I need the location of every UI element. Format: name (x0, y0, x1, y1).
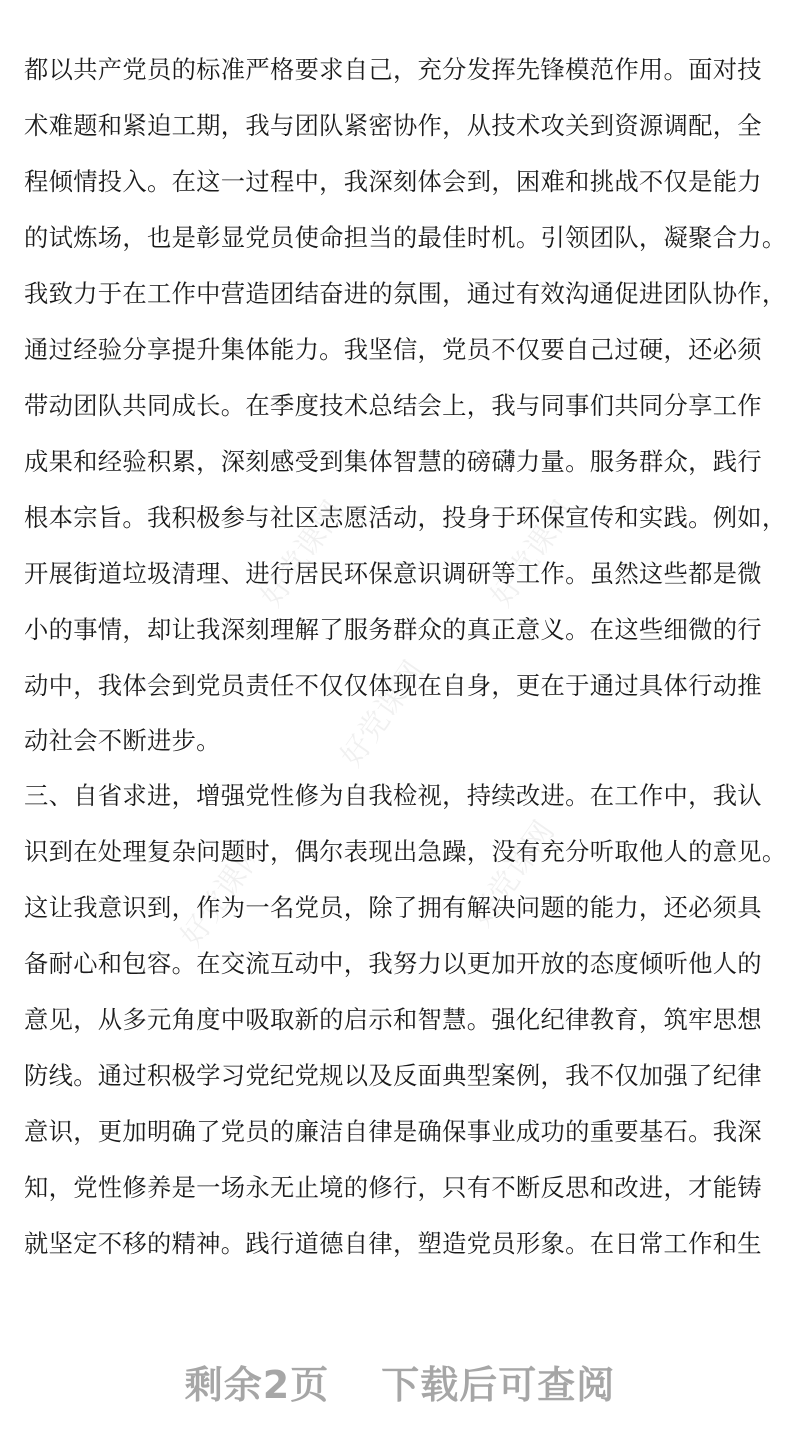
download-prompt-banner[interactable] (0, 1354, 800, 1409)
text-line: 动中，我体会到党员责任不仅仅体现在自身，更在于通过具体行动推 (24, 671, 762, 700)
text-line: 通过经验分享提升集体能力。我坚信，党员不仅要自己过硬，还必须 (24, 335, 762, 364)
download-to-view-label[interactable]: 下载后可查阅 (381, 1363, 616, 1407)
watermark: 好党课网 (484, 494, 582, 614)
text-line: 小的事情，却让我深刻理解了服务群众的真正意义。在这些细微的行 (24, 615, 762, 644)
text-line: 根本宗旨。我积极参与社区志愿活动，投身于环保宣传和实践。例如， (24, 503, 787, 532)
watermark: 好党课网 (334, 654, 432, 774)
remaining-pages-label: 剩余2页 (184, 1363, 330, 1407)
text-line: 就坚定不移的精神。践行道德自律，塑造党员形象。在日常工作和生 (24, 1229, 762, 1258)
watermark: 好党课网 (254, 494, 352, 614)
text-line: 的试炼场，也是彰显党员使命担当的最佳时机。引领团队，凝聚合力。 (24, 223, 787, 252)
text-line: 意见，从多元角度中吸取新的启示和智慧。强化纪律教育，筑牢思想 (24, 1005, 762, 1034)
text-line: 都以共产党员的标准严格要求自己，充分发挥先锋模范作用。面对技 (24, 55, 762, 84)
text-line: 备耐心和包容。在交流互动中，我努力以更加开放的态度倾听他人的 (24, 949, 762, 978)
text-line: 防线。通过积极学习党纪党规以及反面典型案例，我不仅加强了纪律 (24, 1061, 762, 1090)
text-line: 动社会不断进步。 (24, 726, 221, 755)
text-line: 开展街道垃圾清理、进行居民环保意识调研等工作。虽然这些都是微 (24, 559, 762, 588)
text-line: 我致力于在工作中营造团结奋进的氛围，通过有效沟通促进团队协作， (24, 279, 787, 308)
text-line: 知，党性修养是一场永无止境的修行，只有不断反思和改进，才能铸 (24, 1173, 762, 1202)
text-line: 带动团队共同成长。在季度技术总结会上，我与同事们共同分享工作 (24, 391, 762, 420)
text-line: 程倾情投入。在这一过程中，我深刻体会到，困难和挑战不仅是能力 (24, 167, 762, 196)
text-line: 术难题和紧迫工期，我与团队紧密协作，从技术攻关到资源调配，全 (24, 111, 762, 140)
watermark: 好党课网 (174, 834, 272, 954)
watermark: 好党课网 (464, 814, 562, 934)
text-line: 识到在处理复杂问题时，偶尔表现出急躁，没有充分听取他人的意见。 (24, 837, 787, 866)
text-line: 这让我意识到，作为一名党员，除了拥有解决问题的能力，还必须具 (24, 893, 762, 922)
text-line: 意识，更加明确了党员的廉洁自律是确保事业成功的重要基石。我深 (24, 1117, 762, 1146)
section-heading-line: 三、自省求进，增强党性修为自我检视，持续改进。在工作中，我认 (24, 781, 762, 810)
text-line: 成果和经验积累，深刻感受到集体智慧的磅礴力量。服务群众，践行 (24, 447, 762, 476)
